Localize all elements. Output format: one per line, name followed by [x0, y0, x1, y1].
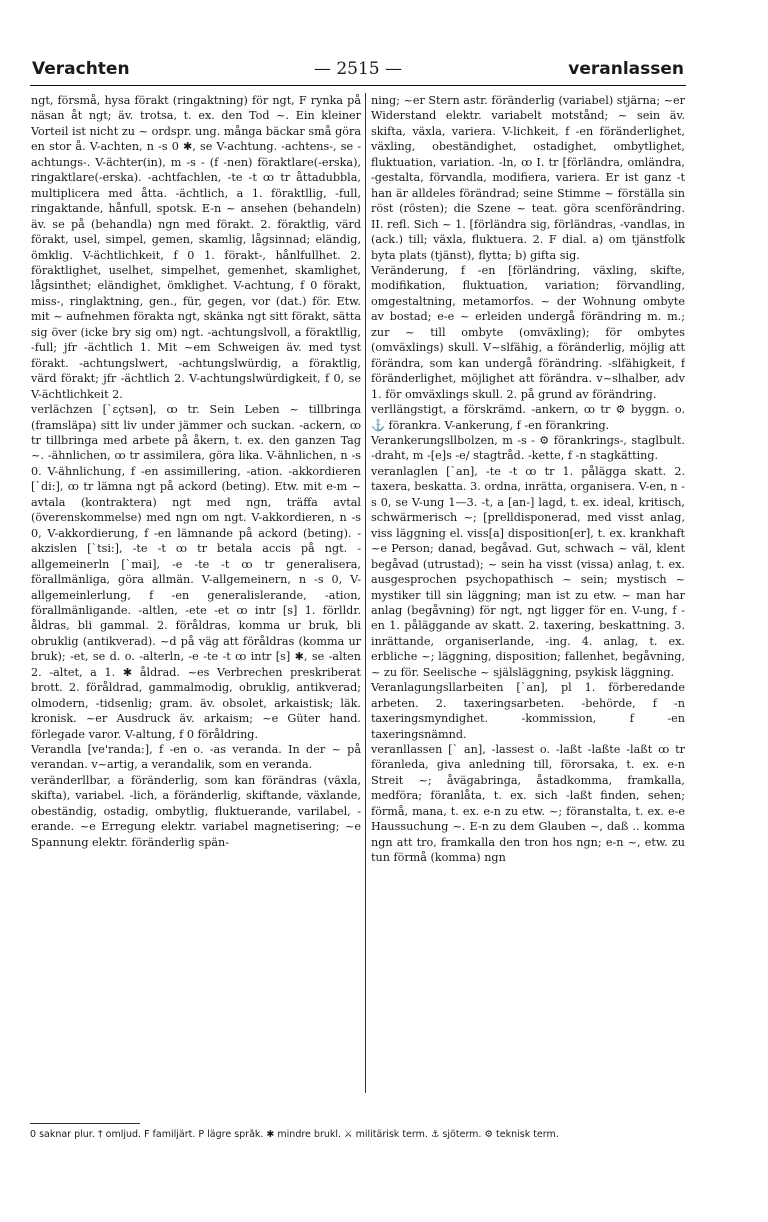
left-column	[31, 93, 361, 1093]
entry-veranlagen: veranlaglen [`an], -te -t ꝏ tr 1. pålägga skatt. 2. taxera, beskatta. 3. ordna, inrätta, organisera. V-en, n -s 0, se V-ung 1—3. -t, a [an-] lagd, t. ex. ideal, kritisch, schwärmerisch ~; [prelldisponerad, med visst anlag, viss läggning el. viss[a] disposition[er], t. ex. krankhaft ~e Person; danad, begåvad. Gut, schwach ~ väl, klent begåvad (utrustad); ~ sein ha visst (vissa) anlag, t. ex. ausgesprochen psychopathisch ~ sein; mystisch ~ mystiker till sin läggning; man ist zu etw. ~ man har anlag (begåvning) för ngt, ngt ligger för en. V-ung, f -en 1. påläggande av skatt. 2. taxering, beskattning. 3. inrättande, organiserlande, -ing. 4. anlag, t. ex. erbliche ~; läggning, disposition; fallenhet, begåvning, ~ zu för. Seelische ~ själsläggning, psykisk läggning.	[371, 464, 685, 679]
entry-veraenderung: Veränderung, f -en [förländring, växling, skifte, modifikation, fluktuation, variation; förvandling, omgestaltning, metamorfos. ~ der Wohnung ombyte av bostad; e-e ~ erleiden undergå förändring m. m.; zur ~ till ombyte (omväxling); för ombytes (omväxlings) skull. V~slfähig, a föränderlig, möjlig att förändra, som kan undergå förändring. -slfähigkeit, f föränderlighet, möjlighet att förändra. v~slhalber, adv 1. för omväxlings skull. 2. på grund av förändring.	[371, 263, 685, 401]
footer-rule	[30, 1123, 140, 1124]
entry-veraenderlich-cont: ning; ~er Stern astr. föränderlig (variabel) stjärna; ~er Widerstand elektr. variabelt motstånd; ~ sein äv. skifta, växla, variera. V-lichkeit, f -en föränderlighet, växling, obeständighet, ostadighet, ombytlighet, fluktuation, variation. -ln, ꝏ I. tr [förländra, omländra, -gestalta, förvandla, modifiera, variera. Er ist ganz -t han är alldeles förändrad; seine Stimme ~ förställa sin röst (rösten); die Szene ~ teat. göra scenförändring. II. refl. Sich ~ 1. [förländra sig, förländras, -vandlas, in (ack.) till; växla, fluktuera. 2. F dial. a) om tjänstfolk byta plats (tjänst), flytta; b) gifta sig.	[371, 94, 685, 262]
page-header	[30, 55, 686, 86]
entry-verachzen: verlächzen [`ɛçtsən], ꝏ tr. Sein Leben ~ tillbringa (framsläpa) sitt liv under jämmer och suckan. -ackern, ꝏ tr tillbringa med arbete på åkern, t. ex. den ganzen Tag ~. -ähnlichen, ꝏ tr assimilera, göra lika. V-ähnlichen, n -s 0. V-ähnlichung, f -en assimillering, -ation. -akkordieren [`di:], ꝏ tr lämna ngt på ackord (beting). Etw. mit e-m ~ avtala (kontraktera) ngt med ngn, träffa avtal (överenskommelse) med ngn om ngt. V-akkordieren, n -s 0, V-akkordierung, f -en lämnande på ackord (beting). -akzislen [`tsi:], -te -t ꝏ tr betala accis på ngt. -allgemeinerln [`mai], -e -te -t ꝏ tr generalisera, förallmänliga, göra allmän. V-allgemeinern, n -s 0, V-allgemeinlerlung, f -en generalislerande, -ation, förallmänligande. -altlen, -ete -et ꝏ intr [s] 1. förlldr. åldras, bli gammal. 2. föråldras, komma ur bruk, bli obruklig (antikverad). ~d på väg att föråldras (komma ur bruk); -et, se d. o. -alterln, -e -te -t ꝏ intr [s] ✱, se -alten 2. -altet, a 1. ✱ åldrad. ~es Verbrechen preskriberat brott. 2. föråldrad, gammalmodig, obruklig, antikverad; olmodern, -tidsenlig; gram. äv. obsolet, arkaistisk; läk. kronisk. ~er Ausdruck äv. arkaism; ~e Güter hand. förlegade varor. V-altung, f 0 föråldring.	[31, 403, 361, 741]
entry-veraenderbar: veränderllbar, a föränderlig, som kan förändras (växla, skifta), variabel. -lich, a föränderlig, skiftande, växlande, obeständig, ostadig, ombytlig, fluktuerande, varilabel, -erande. ~e Erregung elektr. variabel magnetisering; ~e Spannung elektr. föränderlig spän-	[31, 773, 361, 849]
page-number: — 2515 —	[313, 59, 403, 79]
entry-verachten: ngt, försmå, hysa förakt (ringaktning) för ngt, F rynka på näsan åt ngt; äv. trotsa, t. ex. den Tod ~. Ein kleiner Vorteil ist nicht zu ~ ordspr. ung. många bäckar små göra en stor å. V-achten, n -s 0 ✱, se V-achtung. -achtens-, se -achtungs-. V-ächter(in), m -s - (f -nen) föraktlare(-erska), ringaktlare(-erska). -achtfachlen, -te -t ꝏ tr åttadubbla, multiplicera med åtta. -ächtlich, a 1. föraktllig, -full, ringaktande, hånfull, spotsk. E-n ~ ansehen (behandeln) äv. se på (behandla) ngn med förakt. 2. föraktlig, värd förakt, usel, simpel, gemen, skamlig, lågsinnad; eländig, ömklig. V-ächtlichkeit, f 0 1. förakt-, hånlfullhet. 2. föraktlighet, uselhet, simpelhet, gemenhet, skamlighet, lågsinthet; eländighet, ömklighet. V-achtung, f 0 förakt, miss-, ringlaktning, gen., für, gegen, vor (dat.) för. Etw. mit ~ aufnehmen förakta ngt, skänka ngt sitt förakt, sätta sig över (icke bry sig om) ngt. -achtungslvoll, a föraktllig, -full; jfr -ächtlich 1. Mit ~em Schweigen äv. med tyst förakt. -achtungslwert, -achtungslwürdig, a föraktlig, värd förakt; jfr -ächtlich 2. V-achtungslwürdigkeit, f 0, se V-ächtlichkeit 2.	[31, 94, 361, 401]
header-last-entry: veranlassen	[568, 59, 684, 79]
entry-veranda: Verandla [ve'randa:], f -en o. -as veranda. In der ~ på verandan. v~artig, a verandalik, som en veranda.	[31, 743, 361, 772]
entry-veraengstigt: verllängstigt, a förskrämd. -ankern, ꝏ tr ⚙ byggn. o. ⚓ förankra. V-ankerung, f -en förankring.	[371, 403, 685, 432]
entry-veranlassen: veranllassen [` an], -lassest o. -laßt -laßte -laßt ꝏ tr föranleda, giva anledning till, förorsaka, t. ex. e-n Streit ~; åvägabringa, åstadkomma, framkalla, medföra; föranlåta, t. ex. sich -laßt finden, sehen; förmå, mana, t. ex. e-n zu etw. ~; föranstalta, t. ex. e-e Haussuchung ~. E-n zu dem Glauben ~, daß .. komma ngn att tro, framkalla den tron hos ngn; e-n ~, etw. zu tun förmå (komma) ngn	[371, 743, 685, 865]
right-column	[371, 93, 685, 1093]
header-first-entry: Verachten	[32, 59, 130, 79]
entry-verankerungsbolzen: Verankerungsllbolzen, m -s - ⚙ förankrings-, staglbult. -draht, m -[e]s -e/ stagtråd. -kette, f -n stagkätting.	[371, 433, 685, 463]
column-divider	[365, 93, 366, 1093]
entry-veranlagungsarbeiten: Veranlagungsllarbeiten [`an], pl 1. förberedande arbeten. 2. taxeringsarbeten. -behörde, f -n taxeringsmyndighet. -kommission, f -en taxeringsnämnd.	[371, 681, 685, 741]
abbreviation-legend: 0 saknar plur. † omljud. F familjärt. P lägre språk. ✱ mindre brukl. ⚔ militärisk term. ⚓ sjöterm. ⚙ teknisk term.	[30, 1129, 559, 1140]
